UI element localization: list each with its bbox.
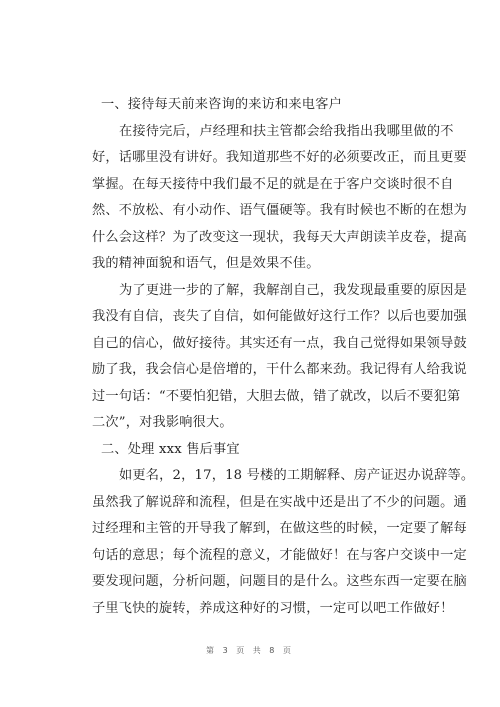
paragraph — [92, 278, 468, 437]
text-line: 励了我，我会信心是倍增的，干什么都来劲。我记得有人给我说 — [92, 362, 467, 377]
text-line: 句话的意思；每个流程的意义，才能做好！在与客户交谈中一定 — [92, 547, 467, 563]
text-line: 子里飞快的旋转，养成这种好的习惯，一定可以吧工作做好！ — [92, 600, 454, 616]
text-line: 我没有自信，丧失了自信，如何能做好这行工作？以后也要加强 — [92, 309, 467, 324]
paragraph — [92, 463, 475, 622]
paragraph — [92, 119, 467, 278]
page-number: 第 3 页 共 8 页 — [206, 646, 294, 655]
text-line: 虽然我了解说辞和流程，但是在实战中还是出了不少的问题。通 — [92, 494, 467, 510]
text-line: 要发现问题，分析问题，问题目的是什么。这些东西一定要在脑 — [92, 574, 467, 589]
text-line: 好，话哪里没有讲好。我知道那些不好的必须要改正，而且更要 — [92, 150, 467, 165]
section-heading-1: 一、接待每天前来咨询的来访和来电客户 — [101, 97, 342, 112]
text-line: 自己的信心，做好接待。其实还有一点，我自己觉得如果领导鼓 — [92, 335, 467, 351]
text-line: 二次”，对我影响很大。 — [92, 415, 233, 430]
text-line: 过一句话：“不要怕犯错，大胆去做，错了就改，以后不要犯第 — [92, 388, 461, 404]
document-body — [92, 92, 475, 622]
section-heading-2: 二、处理 xxx 售后事宜 — [101, 441, 240, 457]
text-line: 如更名，2，17，18 号楼的工期解释、房产证迟办说辞等。 — [119, 468, 475, 483]
text-line: 为了更进一步的了解，我解剖自己，我发现最重要的原因是 — [119, 282, 468, 298]
text-line: 然、不放松、有小动作、语气僵硬等。我有时候也不断的在想为 — [92, 203, 467, 218]
text-line: 什么会这样？为了改变这一现状，我每天大声朗读羊皮卷，提高 — [92, 229, 467, 245]
text-line: 过经理和主管的开导我了解到，在做这些的时候，一定要了解每 — [92, 521, 467, 536]
text-line: 掌握。在每天接待中我们最不足的就是在于客户交谈时很不自 — [92, 176, 454, 192]
text-line: 在接待完后，卢经理和扶主管都会给我指出我哪里做的不 — [119, 123, 454, 139]
text-line: 我的精神面貌和语气，但是效果不佳。 — [92, 256, 320, 271]
